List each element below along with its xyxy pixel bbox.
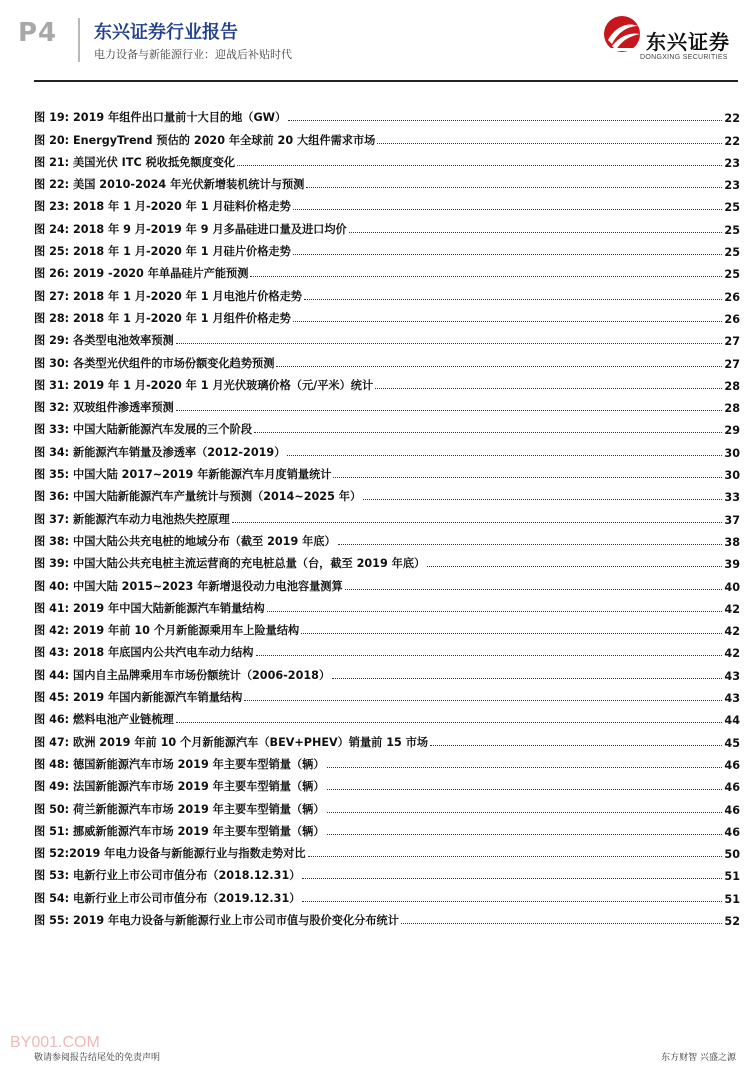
- page-number: P4: [18, 18, 58, 48]
- toc-entry[interactable]: [34, 861, 740, 883]
- toc-leader-dots: [304, 299, 722, 300]
- toc-entry[interactable]: [34, 772, 740, 794]
- toc-leader-dots: [327, 834, 723, 835]
- toc-entry-page: 43: [724, 669, 740, 683]
- toc-entry-label: 图 46: 燃料电池产业链梳理: [34, 713, 174, 727]
- toc-entry-page: 27: [724, 335, 740, 349]
- toc-entry-page: 42: [724, 625, 740, 639]
- toc-entry-page: 43: [724, 692, 740, 706]
- toc-entry[interactable]: [34, 148, 740, 170]
- toc-leader-dots: [349, 232, 723, 233]
- toc-leader-dots: [302, 878, 722, 879]
- toc-entry-page: 25: [724, 201, 740, 215]
- toc-entry-label: 图 34: 新能源汽车销量及渗透率（2012-2019）: [34, 445, 286, 459]
- toc-entry-page: 25: [724, 246, 740, 260]
- toc-leader-dots: [327, 812, 723, 813]
- toc-entry-page: 37: [724, 513, 740, 527]
- toc-entry[interactable]: [34, 727, 740, 749]
- toc-leader-dots: [327, 789, 723, 790]
- toc-leader-dots: [308, 856, 723, 857]
- toc-leader-dots: [332, 678, 722, 679]
- toc-entry-label: 图 37: 新能源汽车动力电池热失控原理: [34, 512, 230, 526]
- toc-entry-label: 图 38: 中国大陆公共充电桩的地域分布（截至 2019 年底）: [34, 534, 336, 548]
- toc-entry[interactable]: [34, 549, 740, 571]
- toc-entry-page: 30: [724, 469, 740, 483]
- toc-entry-page: 50: [724, 848, 740, 862]
- toc-entry-label: 图 43: 2018 年底国内公共汽电车动力结构: [34, 646, 254, 660]
- header-rule: [34, 80, 738, 82]
- toc-entry-label: 图 29: 各类型电池效率预测: [34, 334, 174, 348]
- toc-leader-dots: [427, 566, 722, 567]
- toc-entry-page: 28: [724, 402, 740, 416]
- toc-entry[interactable]: [34, 348, 740, 370]
- toc-entry-label: 图 40: 中国大陆 2015~2023 年新增退役动力电池容量测算: [34, 579, 343, 593]
- toc-entry[interactable]: [34, 192, 740, 214]
- toc-entry-label: 图 45: 2019 年国内新能源汽车销量结构: [34, 691, 243, 705]
- toc-entry-label: 图 22: 美国 2010-2024 年光伏新增装机统计与预测: [34, 178, 305, 192]
- toc-entry[interactable]: [34, 103, 740, 125]
- toc-entry-label: 图 31: 2019 年 1 月-2020 年 1 月光伏玻璃价格（元/平米）统计: [34, 378, 374, 392]
- toc-entry[interactable]: [34, 259, 740, 281]
- toc-entry[interactable]: [34, 638, 740, 660]
- toc-entry[interactable]: [34, 817, 740, 839]
- toc-entry[interactable]: [34, 125, 740, 147]
- toc-entry-label: 图 48: 德国新能源汽车市场 2019 年主要车型销量（辆）: [34, 757, 325, 771]
- toc-entry[interactable]: [34, 371, 740, 393]
- toc-entry[interactable]: [34, 281, 740, 303]
- toc-entry-label: 图 23: 2018 年 1 月-2020 年 1 月硅料价格走势: [34, 200, 291, 214]
- toc-leader-dots: [232, 522, 723, 523]
- toc-entry-page: 23: [724, 179, 740, 193]
- toc-entry[interactable]: [34, 794, 740, 816]
- toc-entry-page: 39: [724, 558, 740, 572]
- toc-leader-dots: [333, 477, 722, 478]
- watermark: BY001.COM: [10, 1034, 100, 1051]
- toc-entry-page: 46: [724, 781, 740, 795]
- toc-entry-page: 45: [724, 736, 740, 750]
- toc-entry[interactable]: [34, 415, 740, 437]
- toc-entry-label: 图 53: 电新行业上市公司市值分布（2018.12.31）: [34, 869, 301, 883]
- toc-leader-dots: [430, 745, 722, 746]
- toc-leader-dots: [293, 321, 723, 322]
- toc-entry[interactable]: [34, 594, 740, 616]
- toc-entry-page: 33: [724, 491, 740, 505]
- toc-entry[interactable]: [34, 437, 740, 459]
- toc-leader-dots: [176, 410, 723, 411]
- toc-entry[interactable]: [34, 304, 740, 326]
- toc-entry-label: 图 35: 中国大陆 2017~2019 年新能源汽车月度销量统计: [34, 468, 332, 482]
- toc-leader-dots: [176, 343, 723, 344]
- report-subtitle: 电力设备与新能源行业：迎战后补贴时代: [94, 48, 292, 61]
- toc-entry[interactable]: [34, 839, 740, 861]
- toc-entry-label: 图 20: EnergyTrend 预估的 2020 年全球前 20 大组件需求市场: [34, 133, 376, 147]
- toc-entry[interactable]: [34, 326, 740, 348]
- toc-leader-dots: [254, 432, 722, 433]
- toc-leader-dots: [345, 589, 723, 590]
- toc-entry-page: 26: [724, 290, 740, 304]
- toc-entry[interactable]: [34, 214, 740, 236]
- toc-entry-label: 图 26: 2019 -2020 年单晶硅片产能预测: [34, 267, 249, 281]
- toc-entry-label: 图 28: 2018 年 1 月-2020 年 1 月组件价格走势: [34, 311, 291, 325]
- footer-disclaimer: 敬请参阅报告结尾处的免责声明: [34, 1053, 161, 1063]
- toc-entry[interactable]: [34, 883, 740, 905]
- toc-leader-dots: [287, 455, 722, 456]
- figure-index-list: [34, 103, 740, 928]
- toc-entry[interactable]: [34, 237, 740, 259]
- toc-entry-page: 46: [724, 803, 740, 817]
- toc-entry-label: 图 47: 欧洲 2019 年前 10 个月新能源汽车（BEV+PHEV）销量前 15 市场: [34, 735, 429, 749]
- toc-leader-dots: [244, 700, 722, 701]
- toc-entry-page: 42: [724, 647, 740, 661]
- toc-leader-dots: [375, 388, 722, 389]
- toc-entry-label: 图 54: 电新行业上市公司市值分布（2019.12.31）: [34, 891, 301, 905]
- toc-entry-label: 图 41: 2019 年中国大陆新能源汽车销量结构: [34, 601, 265, 615]
- toc-entry-label: 图 44: 国内自主品牌乘用车市场份额统计（2006-2018）: [34, 668, 331, 682]
- toc-entry[interactable]: [34, 683, 740, 705]
- toc-leader-dots: [293, 254, 723, 255]
- toc-entry[interactable]: [34, 705, 740, 727]
- toc-leader-dots: [301, 633, 722, 634]
- toc-leader-dots: [288, 120, 722, 121]
- toc-entry-label: 图 42: 2019 年前 10 个月新能源乘用车上险量结构: [34, 624, 300, 638]
- toc-entry-page: 26: [724, 312, 740, 326]
- toc-entry[interactable]: [34, 906, 740, 928]
- logo-subtext: DONGXING SECURITIES: [640, 54, 728, 61]
- toc-entry-page: 30: [724, 446, 740, 460]
- toc-leader-dots: [363, 499, 722, 500]
- toc-leader-dots: [338, 544, 723, 545]
- toc-entry-page: 28: [724, 379, 740, 393]
- toc-entry-page: 51: [724, 870, 740, 884]
- toc-entry-label: 图 33: 中国大陆新能源汽车发展的三个阶段: [34, 423, 253, 437]
- toc-entry-label: 图 55: 2019 年电力设备与新能源行业上市公司市值与股价变化分布统计: [34, 913, 399, 927]
- toc-entry-label: 图 21: 美国光伏 ITC 税收抵免额度变化: [34, 155, 236, 169]
- toc-entry-page: 38: [724, 535, 740, 549]
- toc-entry-label: 图 52:2019 年电力设备与新能源行业与指数走势对比: [34, 847, 306, 861]
- toc-entry-page: 25: [724, 268, 740, 282]
- toc-entry[interactable]: [34, 750, 740, 772]
- toc-entry-label: 图 49: 法国新能源汽车市场 2019 年主要车型销量（辆）: [34, 780, 325, 794]
- toc-entry-page: 46: [724, 825, 740, 839]
- toc-entry[interactable]: [34, 460, 740, 482]
- toc-entry-label: 图 19: 2019 年组件出口量前十大目的地（GW）: [34, 111, 287, 125]
- toc-entry-label: 图 50: 荷兰新能源汽车市场 2019 年主要车型销量（辆）: [34, 802, 325, 816]
- toc-entry-label: 图 32: 双玻组件渗透率预测: [34, 401, 174, 415]
- toc-leader-dots: [293, 209, 723, 210]
- toc-entry[interactable]: [34, 393, 740, 415]
- toc-entry-page: 52: [724, 914, 740, 928]
- toc-entry[interactable]: [34, 571, 740, 593]
- report-title: 东兴证券行业报告: [94, 22, 238, 43]
- toc-entry-page: 25: [724, 223, 740, 237]
- toc-leader-dots: [302, 901, 722, 902]
- toc-entry[interactable]: [34, 527, 740, 549]
- toc-entry-page: 29: [724, 424, 740, 438]
- toc-entry-label: 图 39: 中国大陆公共充电桩主流运营商的充电桩总量（台，截至 2019 年底）: [34, 557, 426, 571]
- header-divider: [78, 18, 80, 62]
- toc-leader-dots: [306, 187, 722, 188]
- toc-leader-dots: [176, 722, 723, 723]
- toc-entry-page: 46: [724, 758, 740, 772]
- toc-entry[interactable]: [34, 504, 740, 526]
- toc-entry-page: 23: [724, 156, 740, 170]
- toc-leader-dots: [276, 366, 722, 367]
- toc-entry-label: 图 30: 各类型光伏组件的市场份额变化趋势预测: [34, 356, 275, 370]
- toc-entry[interactable]: [34, 660, 740, 682]
- toc-leader-dots: [250, 276, 722, 277]
- toc-entry-page: 22: [724, 112, 740, 126]
- toc-leader-dots: [256, 655, 723, 656]
- toc-entry-label: 图 27: 2018 年 1 月-2020 年 1 月电池片价格走势: [34, 289, 302, 303]
- toc-entry-label: 图 36: 中国大陆新能源汽车产量统计与预测（2014~2025 年）: [34, 490, 362, 504]
- toc-leader-dots: [377, 143, 722, 144]
- toc-entry[interactable]: [34, 170, 740, 192]
- toc-leader-dots: [267, 611, 723, 612]
- toc-entry[interactable]: [34, 616, 740, 638]
- toc-leader-dots: [327, 767, 723, 768]
- toc-entry[interactable]: [34, 482, 740, 504]
- toc-entry-page: 27: [724, 357, 740, 371]
- toc-entry-page: 40: [724, 580, 740, 594]
- toc-leader-dots: [401, 923, 722, 924]
- toc-entry-page: 51: [724, 892, 740, 906]
- toc-entry-label: 图 25: 2018 年 1 月-2020 年 1 月硅片价格走势: [34, 245, 291, 259]
- toc-entry-page: 44: [724, 714, 740, 728]
- logo-text: 东兴证券: [646, 30, 730, 54]
- toc-entry-label: 图 51: 挪威新能源汽车市场 2019 年主要车型销量（辆）: [34, 824, 325, 838]
- toc-leader-dots: [237, 165, 722, 166]
- toc-entry-label: 图 24: 2018 年 9 月-2019 年 9 月多晶硅进口量及进口均价: [34, 222, 347, 236]
- toc-entry-page: 42: [724, 602, 740, 616]
- footer-slogan: 东方财智 兴盛之源: [661, 1053, 736, 1063]
- toc-entry-page: 22: [724, 134, 740, 148]
